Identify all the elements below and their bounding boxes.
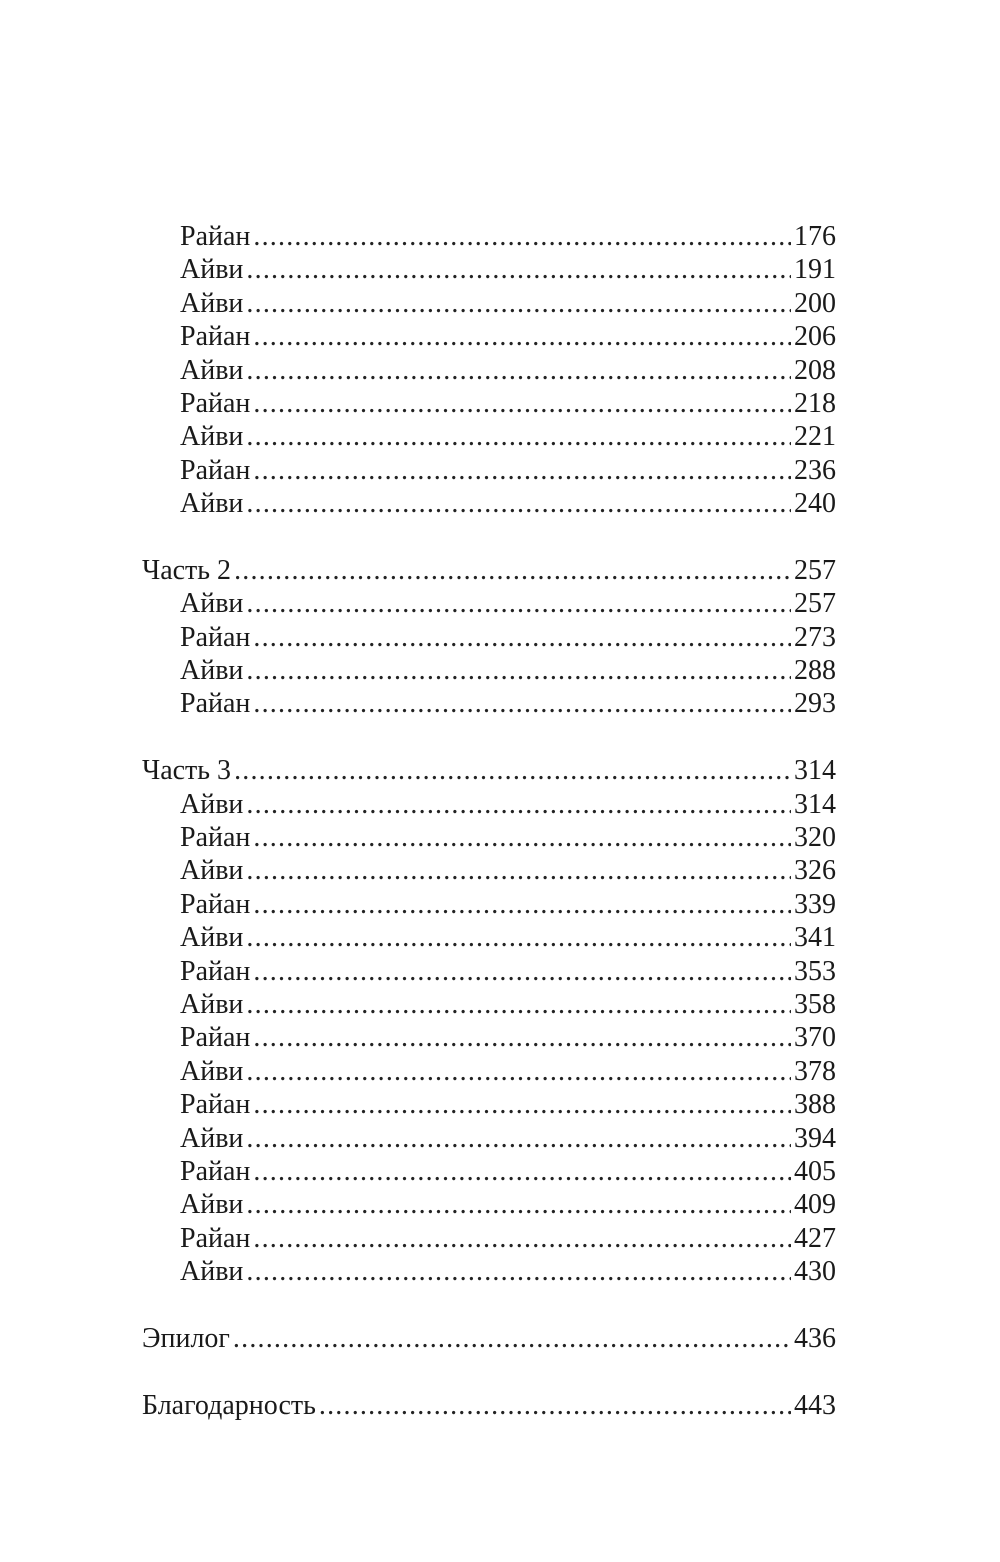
toc-entry-title: Благодарность — [142, 1389, 316, 1421]
dot-leader — [246, 1255, 791, 1288]
dot-leader — [253, 1021, 791, 1054]
toc-page-number: 314 — [794, 755, 836, 787]
dot-leader — [246, 854, 791, 887]
dot-leader — [246, 1055, 791, 1088]
toc-chapter-entry — [142, 1021, 836, 1054]
dot-leader — [253, 687, 791, 720]
toc-chapter-entry — [142, 1088, 836, 1121]
toc-page-number: 436 — [794, 1322, 836, 1354]
toc-chapter-entry — [142, 621, 836, 654]
dot-leader — [253, 888, 791, 921]
toc-chapter-entry — [142, 354, 836, 387]
toc-page-number: 273 — [794, 621, 836, 653]
toc-page-number: 176 — [794, 221, 836, 252]
toc-chapter-entry — [142, 1155, 836, 1188]
toc-page-number: 341 — [794, 922, 836, 954]
toc-page-number: 405 — [794, 1155, 836, 1187]
toc-section-entry — [142, 1389, 836, 1422]
toc-page-number: 320 — [794, 822, 836, 854]
dot-leader — [233, 1322, 791, 1355]
toc-chapter-entry — [142, 320, 836, 353]
toc-chapter-entry — [142, 220, 836, 253]
dot-leader — [253, 1088, 791, 1121]
toc-page-number: 430 — [794, 1256, 836, 1288]
toc-entry-title: Айви — [180, 588, 244, 620]
dot-leader — [253, 320, 791, 353]
toc-page-number: 409 — [794, 1189, 836, 1221]
toc-chapter-entry — [142, 687, 836, 720]
toc-page-number: 427 — [794, 1222, 836, 1254]
toc-page-number: 358 — [794, 988, 836, 1020]
toc-entry-title: Райан — [180, 888, 251, 920]
toc-chapter-entry — [142, 587, 836, 620]
dot-leader — [246, 788, 791, 821]
dot-leader — [246, 1188, 791, 1221]
toc-entry-title: Райан — [180, 621, 251, 653]
toc-chapter-entry — [142, 1055, 836, 1088]
dot-leader — [253, 220, 791, 253]
dot-leader — [246, 587, 791, 620]
toc-chapter-entry — [142, 788, 836, 821]
toc-page-number: 221 — [794, 421, 836, 453]
dot-leader — [246, 921, 791, 954]
toc-page-number: 293 — [794, 688, 836, 720]
toc-page-number: 339 — [794, 888, 836, 920]
dot-leader — [253, 1222, 791, 1255]
toc-chapter-entry — [142, 387, 836, 420]
toc-page-number: 200 — [794, 287, 836, 319]
toc-section-entry — [142, 554, 836, 587]
dot-leader — [253, 621, 791, 654]
toc-chapter-entry — [142, 253, 836, 286]
toc-entry-title: Райан — [180, 822, 251, 854]
toc-page-number: 257 — [794, 554, 836, 586]
dot-leader — [246, 1122, 791, 1155]
toc-entry-title: Райан — [180, 221, 251, 252]
toc-chapter-entry — [142, 654, 836, 687]
toc-page-number: 370 — [794, 1022, 836, 1054]
toc-entry-title: Айви — [180, 855, 244, 887]
toc-chapter-entry — [142, 955, 836, 988]
toc-entry-title: Часть 2 — [142, 554, 232, 586]
toc-page-number: 191 — [794, 254, 836, 286]
toc-chapter-entry — [142, 1255, 836, 1288]
toc-entry-title: Райан — [180, 1155, 251, 1187]
toc-page-number: 206 — [794, 321, 836, 353]
toc-chapter-entry — [142, 888, 836, 921]
toc-page-number: 236 — [794, 454, 836, 486]
toc-page-number: 394 — [794, 1122, 836, 1154]
dot-leader — [253, 387, 791, 420]
toc-entry-title: Райан — [180, 454, 251, 486]
toc-page-number: 208 — [794, 354, 836, 386]
toc-entry-title: Айви — [180, 655, 244, 687]
dot-leader — [246, 354, 791, 387]
dot-leader — [246, 420, 791, 453]
dot-leader — [319, 1389, 791, 1422]
toc-entry-title: Айви — [180, 788, 244, 820]
toc-chapter-entry — [142, 454, 836, 487]
table-of-contents — [142, 220, 836, 1422]
toc-page-number: 326 — [794, 855, 836, 887]
toc-entry-title: Айви — [180, 988, 244, 1020]
dot-leader — [253, 454, 791, 487]
toc-page-number: 314 — [794, 788, 836, 820]
dot-leader — [246, 287, 791, 320]
toc-entry-title: Райан — [180, 688, 251, 720]
toc-page-number: 443 — [794, 1389, 836, 1421]
toc-entry-title: Эпилог — [142, 1322, 230, 1354]
dot-leader — [246, 654, 791, 687]
toc-chapter-entry — [142, 287, 836, 320]
toc-entry-title: Райан — [180, 955, 251, 987]
toc-entry-title: Райан — [180, 1089, 251, 1121]
toc-section-entry — [142, 1322, 836, 1355]
toc-entry-title: Айви — [180, 287, 244, 319]
toc-page-number: 288 — [794, 655, 836, 687]
dot-leader — [246, 988, 791, 1021]
dot-leader — [246, 253, 791, 286]
toc-entry-title: Айви — [180, 1122, 244, 1154]
toc-entry-title: Айви — [180, 1055, 244, 1087]
dot-leader — [246, 487, 791, 520]
toc-page-number: 388 — [794, 1089, 836, 1121]
toc-entry-title: Айви — [180, 421, 244, 453]
toc-entry-title: Райан — [180, 1022, 251, 1054]
toc-chapter-entry — [142, 487, 836, 520]
toc-entry-title: Часть 3 — [142, 755, 232, 787]
toc-chapter-entry — [142, 988, 836, 1021]
toc-page-number: 257 — [794, 588, 836, 620]
toc-chapter-entry — [142, 821, 836, 854]
toc-chapter-entry — [142, 854, 836, 887]
toc-entry-title: Айви — [180, 922, 244, 954]
toc-chapter-entry — [142, 1188, 836, 1221]
toc-page-number: 240 — [794, 488, 836, 520]
dot-leader — [234, 754, 791, 787]
toc-entry-title: Айви — [180, 254, 244, 286]
toc-section-entry — [142, 754, 836, 787]
dot-leader — [253, 821, 791, 854]
toc-entry-title: Райан — [180, 321, 251, 353]
toc-chapter-entry — [142, 1222, 836, 1255]
toc-page-number: 353 — [794, 955, 836, 987]
dot-leader — [253, 1155, 791, 1188]
toc-chapter-entry — [142, 1122, 836, 1155]
toc-entry-title: Айви — [180, 1189, 244, 1221]
toc-chapter-entry — [142, 420, 836, 453]
dot-leader — [234, 554, 791, 587]
toc-entry-title: Айви — [180, 1256, 244, 1288]
toc-entry-title: Айви — [180, 488, 244, 520]
toc-page-number: 218 — [794, 387, 836, 419]
toc-chapter-entry — [142, 921, 836, 954]
dot-leader — [253, 955, 791, 988]
toc-entry-title: Айви — [180, 354, 244, 386]
toc-page-number: 378 — [794, 1055, 836, 1087]
toc-entry-title: Райан — [180, 387, 251, 419]
toc-entry-title: Райан — [180, 1222, 251, 1254]
